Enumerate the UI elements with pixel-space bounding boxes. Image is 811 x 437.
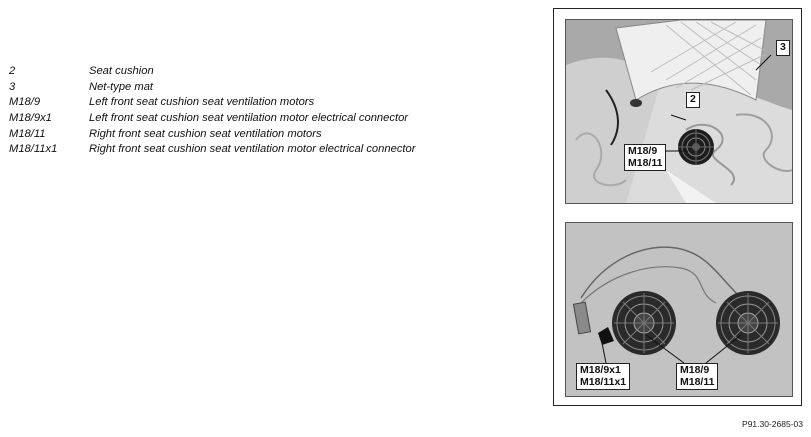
- callout-label: 3: [780, 41, 786, 53]
- ventilation-fan-left: [612, 291, 676, 355]
- callout-ventilation-motors: [624, 144, 666, 171]
- legend-code: M18/11: [9, 127, 46, 140]
- callout-label: M18/11: [628, 156, 663, 169]
- callout-label: M18/9: [628, 145, 658, 157]
- legend-description: Left front seat cushion seat ventilation motor electrical connector: [89, 112, 409, 125]
- legend-description: Net-type mat: [89, 80, 154, 93]
- legend-code: M18/9x1: [9, 112, 52, 125]
- callout-seat-cushion: [686, 92, 700, 108]
- seat-cushion-photo: [565, 19, 793, 204]
- ventilation-motors-photo: [565, 222, 793, 397]
- callout-label: 2: [690, 93, 696, 105]
- callout-label: M18/11x1: [580, 375, 627, 388]
- ventilation-fan-top: [678, 129, 714, 165]
- callout-label: M18/9: [680, 364, 710, 376]
- legend-description: Right front seat cushion seat ventilation motor electrical connector: [89, 143, 416, 156]
- legend-description: Seat cushion: [89, 65, 154, 77]
- legend-code: M18/11x1: [9, 143, 58, 156]
- callout-ventilation-motors: [676, 363, 718, 390]
- legend-code: M18/9: [9, 96, 41, 109]
- callout-net-type-mat: [776, 40, 790, 56]
- callout-label: M18/9x1: [580, 364, 621, 376]
- legend-description: Right front seat cushion seat ventilation motors: [89, 127, 322, 140]
- figure-frame: [553, 8, 802, 406]
- legend-code: 2: [9, 65, 16, 77]
- seat-cushion-illustration: [566, 20, 792, 203]
- legend-code: 3: [9, 80, 16, 93]
- ventilation-fan-right: [716, 291, 780, 355]
- legend-description: Left front seat cushion seat ventilation motors: [89, 96, 315, 109]
- callout-electrical-connectors: [576, 363, 630, 390]
- figure-id: P91.30-2685-03: [742, 419, 803, 429]
- callout-label: M18/11: [680, 375, 715, 388]
